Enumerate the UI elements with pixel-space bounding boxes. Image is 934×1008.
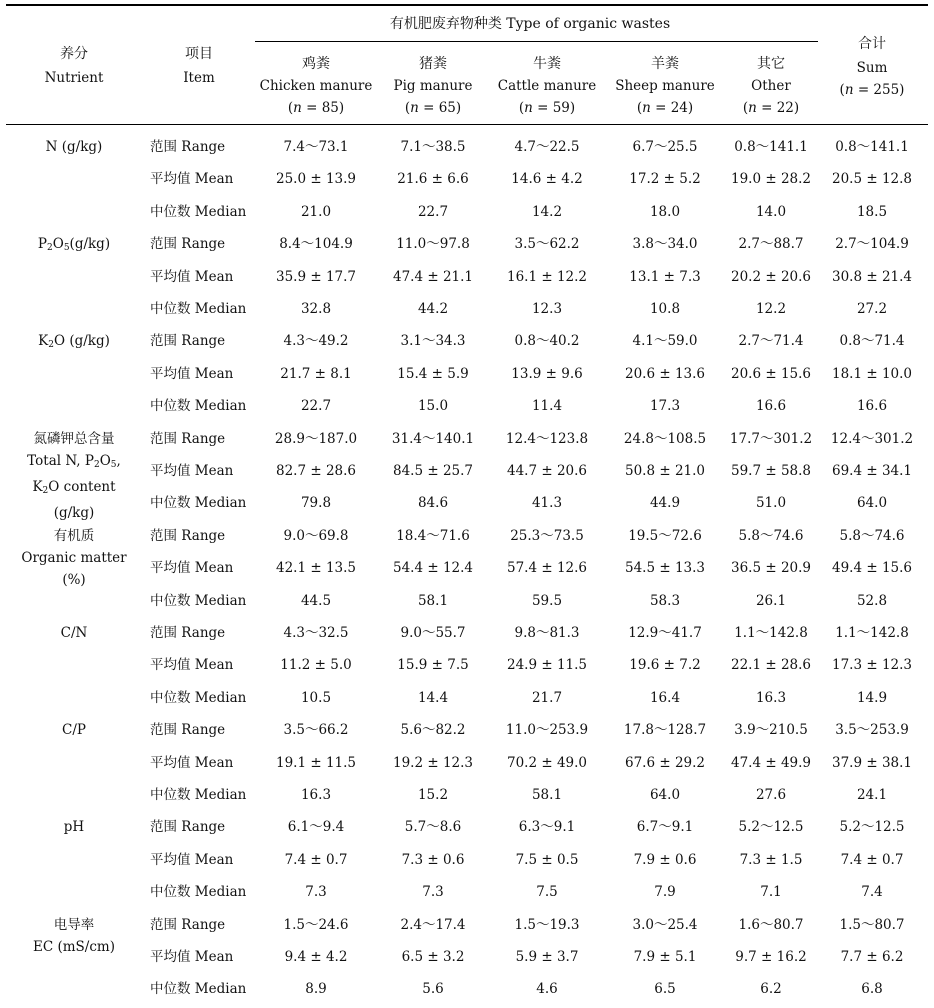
table-cell: 1.5～80.7 (839, 916, 905, 933)
table-cell: 10.5 (300, 689, 332, 706)
table-cell: 26.1 (755, 592, 787, 609)
table-cell: 0.8～141.1 (734, 139, 808, 155)
table-cell: 19.6 ± 7.2 (629, 657, 701, 674)
nutrient-label: 氮磷钾总含量 Total N, $P_2O_5$, $K_2O$ content (g/kg) (27, 430, 121, 521)
table-cell: 0.8～71.4 (839, 333, 905, 350)
table-cell: 22.7 (300, 398, 332, 415)
nutrient-label: pH (63, 819, 85, 836)
table-row (0, 819, 934, 845)
table-cell: 20.6 ± 13.6 (624, 365, 706, 382)
table-cell: 3.5～253.9 (835, 722, 909, 739)
table-cell: 1.1～142.8 (835, 625, 909, 641)
table-cell: 20.6 ± 15.6 (730, 365, 812, 382)
table-cell: 50.8 ± 21.0 (624, 463, 706, 479)
row-item-label: 范围 Range (150, 236, 226, 253)
nutrient-label: C/N (60, 625, 88, 641)
nutrient-label: $P_2O_5(g/kg)$ (37, 236, 111, 254)
table-cell: 47.4 ± 49.9 (730, 754, 812, 771)
table-cell: 3.1～34.3 (400, 333, 466, 350)
column-header-cn: 羊粪 (651, 56, 679, 72)
table-cell: 9.0～55.7 (400, 625, 466, 641)
table-cell: 7.5 ± 0.5 (515, 851, 579, 868)
table-cell: 18.4～71.6 (396, 527, 470, 544)
table-cell: 5.8～74.6 (738, 527, 804, 544)
table-cell: 3.8～34.0 (632, 236, 698, 253)
table-row (0, 171, 934, 197)
table-cell: 15.2 (417, 787, 449, 803)
header-sum-cn: 合计 (858, 36, 886, 52)
row-item-label: 范围 Range (150, 722, 226, 739)
column-header-en: Other (751, 78, 791, 94)
table-cell: 9.0～69.8 (283, 527, 349, 544)
table-cell: 9.8～81.3 (514, 625, 580, 641)
table-cell: 52.8 (856, 592, 888, 609)
table-cell: 54.4 ± 12.4 (392, 560, 474, 577)
table-cell: 7.4 ± 0.7 (840, 851, 904, 868)
row-item-label: 平均值 Mean (150, 754, 234, 771)
row-item-label: 范围 Range (150, 333, 226, 350)
table-cell: 6.7～9.1 (636, 819, 694, 836)
table-cell: 32.8 (300, 301, 332, 317)
table-cell: 47.4 ± 21.1 (392, 268, 474, 285)
table-cell: 6.2 (760, 981, 782, 998)
table-cell: 5.8～74.6 (839, 527, 905, 544)
row-item-label: 平均值 Mean (150, 851, 234, 868)
table-cell: 3.5～66.2 (283, 722, 349, 739)
table-row (0, 755, 934, 781)
table-cell: 4.7～22.5 (514, 139, 580, 155)
table-cell: 42.1 ± 13.5 (275, 560, 357, 577)
row-item-label: 平均值 Mean (150, 560, 234, 577)
table-cell: 19.5～72.6 (628, 527, 702, 544)
table-cell: 7.3 ± 1.5 (739, 851, 803, 868)
table-cell: 35.9 ± 17.7 (275, 268, 357, 285)
table-cell: 24.8～108.5 (623, 430, 707, 447)
table-cell: 17.3 (649, 398, 681, 415)
table-cell: 12.4～123.8 (505, 430, 589, 447)
table-row (0, 917, 934, 943)
table-cell: 5.7～8.6 (404, 819, 462, 836)
nutrient-label: $K_2O$ (g/kg) (38, 333, 110, 351)
table-cell: 15.0 (417, 398, 449, 415)
table-cell: 16.4 (649, 689, 681, 706)
table-cell: 70.2 ± 49.0 (506, 754, 588, 771)
header-sum-n: (n = 255) (839, 82, 905, 98)
row-item-label: 范围 Range (150, 430, 226, 447)
table-cell: 31.4～140.1 (391, 430, 475, 447)
table-cell: 67.6 ± 29.2 (624, 754, 706, 771)
table-cell: 16.1 ± 12.2 (506, 268, 588, 285)
table-cell: 11.0～97.8 (396, 236, 470, 253)
table-cell: 7.3 (422, 884, 444, 901)
column-header-cn: 猪粪 (419, 56, 447, 72)
table-row (0, 625, 934, 651)
table-cell: 14.6 ± 4.2 (511, 171, 583, 188)
column-header-n: (n = 65) (404, 100, 462, 116)
table-cell: 5.6～82.2 (400, 722, 466, 739)
table-cell: 8.4～104.9 (279, 236, 353, 253)
table-row (0, 431, 934, 457)
table-cell: 49.4 ± 15.6 (831, 560, 913, 577)
table-cell: 21.7 ± 8.1 (280, 365, 352, 382)
table-cell: 7.3 ± 0.6 (401, 851, 465, 868)
row-item-label: 平均值 Mean (150, 949, 234, 965)
table-cell: 58.1 (531, 787, 563, 803)
row-item-label: 平均值 Mean (150, 657, 234, 674)
table-row (0, 236, 934, 262)
table-cell: 0.8～40.2 (514, 333, 580, 350)
table-cell: 51.0 (755, 495, 787, 512)
table-cell: 12.2 (755, 301, 787, 317)
row-item-label: 中位数 Median (150, 301, 247, 317)
table-cell: 57.4 ± 12.6 (506, 560, 588, 577)
table-row (0, 528, 934, 554)
table-cell: 4.6 (536, 981, 558, 998)
table-row (0, 981, 934, 1007)
table-cell: 12.3 (531, 301, 563, 317)
row-item-label: 范围 Range (150, 625, 226, 641)
table-cell: 20.5 ± 12.8 (831, 171, 913, 188)
table-cell: 7.4～73.1 (283, 139, 349, 155)
nutrient-label: 电导率 EC (mS/cm) (33, 916, 115, 955)
table-cell: 9.4 ± 4.2 (284, 949, 348, 965)
table-cell: 1.5～24.6 (283, 916, 349, 933)
row-item-label: 平均值 Mean (150, 268, 234, 285)
row-item-label: 中位数 Median (150, 495, 247, 512)
column-header-cn: 鸡粪 (302, 56, 330, 72)
table-cell: 17.8～128.7 (623, 722, 707, 739)
table-row (0, 139, 934, 165)
table-cell: 17.3 ± 12.3 (831, 657, 913, 674)
table-row (0, 884, 934, 910)
table-cell: 18.0 (649, 203, 681, 220)
header-group-title: 有机肥废弃物种类 Type of organic wastes (389, 16, 671, 32)
group-rule (255, 41, 818, 42)
table-cell: 14.2 (531, 203, 563, 220)
row-item-label: 中位数 Median (150, 203, 247, 220)
table-cell: 2.7～104.9 (835, 236, 909, 253)
table-cell: 28.9～187.0 (274, 430, 358, 447)
table-cell: 18.1 ± 10.0 (831, 365, 913, 382)
table-row (0, 852, 934, 878)
column-header-en: Sheep manure (615, 78, 715, 94)
table-cell: 14.0 (755, 203, 787, 220)
column-header-cn: 牛粪 (533, 56, 561, 72)
table-cell: 7.1～38.5 (400, 139, 466, 155)
table-cell: 59.7 ± 58.8 (730, 463, 812, 479)
table-cell: 5.9 ± 3.7 (515, 949, 579, 965)
table-cell: 58.3 (649, 592, 681, 609)
table-row (0, 204, 934, 230)
table-cell: 18.5 (856, 203, 888, 220)
row-item-label: 平均值 Mean (150, 171, 234, 188)
nutrient-label: N (g/kg) (45, 139, 103, 155)
table-cell: 24.9 ± 11.5 (506, 657, 588, 674)
table-cell: 7.4 (861, 884, 883, 901)
table-cell: 1.5～19.3 (514, 916, 580, 933)
column-header-en: Cattle manure (497, 78, 597, 94)
table-cell: 7.7 ± 6.2 (840, 949, 904, 965)
table-cell: 15.4 ± 5.9 (397, 365, 469, 382)
table-cell: 58.1 (417, 592, 449, 609)
table-cell: 4.3～49.2 (283, 333, 349, 350)
nutrient-label: 有机质 Organic matter (%) (21, 527, 127, 588)
table-cell: 6.7～25.5 (632, 139, 698, 155)
table-cell: 11.0～253.9 (505, 722, 589, 739)
table-cell: 44.2 (417, 301, 449, 317)
table-cell: 12.4～301.2 (830, 430, 914, 447)
table-cell: 24.1 (856, 787, 888, 803)
table-cell: 7.9 ± 5.1 (633, 949, 697, 965)
table-cell: 12.9～41.7 (628, 625, 702, 641)
table-cell: 16.6 (856, 398, 888, 415)
table-cell: 11.4 (531, 398, 563, 415)
table-row (0, 269, 934, 295)
table-cell: 4.3～32.5 (283, 625, 349, 641)
table-cell: 16.3 (755, 689, 787, 706)
table-cell: 19.2 ± 12.3 (392, 754, 474, 771)
table-row (0, 949, 934, 975)
table-row (0, 301, 934, 327)
table-row (0, 333, 934, 359)
table-cell: 22.1 ± 28.6 (730, 657, 812, 674)
table-cell: 69.4 ± 34.1 (831, 463, 913, 479)
table-cell: 3.0～25.4 (632, 916, 698, 933)
row-item-label: 范围 Range (150, 139, 226, 155)
table-cell: 59.5 (531, 592, 563, 609)
column-header-en: Pig manure (393, 78, 473, 94)
table-cell: 79.8 (300, 495, 332, 512)
table-row (0, 398, 934, 424)
table-cell: 44.5 (300, 592, 332, 609)
table-cell: 2.7～88.7 (738, 236, 804, 253)
row-item-label: 中位数 Median (150, 398, 247, 415)
row-item-label: 中位数 Median (150, 689, 247, 706)
table-cell: 3.5～62.2 (514, 236, 580, 253)
table-cell: 6.3～9.1 (518, 819, 576, 836)
header-nutrient-cn: 养分 (60, 46, 88, 62)
table-cell: 4.1～59.0 (632, 333, 698, 350)
row-item-label: 中位数 Median (150, 592, 247, 609)
table-cell: 21.6 ± 6.6 (397, 171, 469, 188)
table-cell: 17.7～301.2 (729, 430, 813, 447)
table-cell: 7.5 (536, 884, 558, 901)
table-cell: 17.2 ± 5.2 (629, 171, 701, 188)
column-header-en: Chicken manure (259, 78, 373, 94)
table-cell: 7.9 (654, 884, 676, 901)
table-cell: 6.5 (654, 981, 676, 998)
table-cell: 6.8 (861, 981, 883, 998)
table-cell: 21.7 (531, 689, 563, 706)
table-cell: 82.7 ± 28.6 (275, 463, 357, 479)
table-cell: 6.5 ± 3.2 (401, 949, 465, 965)
table-cell: 25.0 ± 13.9 (275, 171, 357, 188)
header-rule (6, 124, 928, 125)
column-header-n: (n = 59) (518, 100, 576, 116)
table-cell: 44.7 ± 20.6 (506, 463, 588, 479)
table-cell: 64.0 (649, 787, 681, 803)
table-row (0, 593, 934, 619)
table-cell: 64.0 (856, 495, 888, 512)
table-cell: 25.3～73.5 (510, 527, 584, 544)
table-cell: 36.5 ± 20.9 (730, 560, 812, 577)
table-cell: 14.9 (856, 689, 888, 706)
table-cell: 1.1～142.8 (734, 625, 808, 641)
column-header-n: (n = 24) (636, 100, 694, 116)
row-item-label: 范围 Range (150, 916, 226, 933)
table-cell: 10.8 (649, 301, 681, 317)
table-cell: 13.9 ± 9.6 (511, 365, 583, 382)
table-row (0, 463, 934, 489)
table-cell: 2.4～17.4 (400, 916, 466, 933)
table-cell: 3.9～210.5 (734, 722, 808, 739)
table-cell: 15.9 ± 7.5 (397, 657, 469, 674)
table-cell: 7.3 (305, 884, 327, 901)
table-cell: 13.1 ± 7.3 (629, 268, 701, 285)
row-item-label: 中位数 Median (150, 884, 247, 901)
table-row (0, 690, 934, 716)
table-cell: 19.1 ± 11.5 (275, 754, 357, 771)
table-cell: 8.9 (305, 981, 327, 998)
table-row (0, 560, 934, 586)
table-cell: 16.6 (755, 398, 787, 415)
table-cell: 7.1 (760, 884, 782, 901)
table-cell: 5.2～12.5 (839, 819, 905, 836)
header-item-en: Item (183, 70, 215, 86)
table-cell: 5.6 (422, 981, 444, 998)
table-cell: 37.9 ± 38.1 (831, 754, 913, 771)
table-cell: 21.0 (300, 203, 332, 220)
table-cell: 7.4 ± 0.7 (284, 851, 348, 868)
table-row (0, 495, 934, 521)
table-cell: 27.6 (755, 787, 787, 803)
table-cell: 7.9 ± 0.6 (633, 851, 697, 868)
table-row (0, 722, 934, 748)
row-item-label: 平均值 Mean (150, 463, 234, 479)
table-row (0, 366, 934, 392)
row-item-label: 平均值 Mean (150, 365, 234, 382)
table-cell: 16.3 (300, 787, 332, 803)
row-item-label: 范围 Range (150, 819, 226, 836)
column-header-cn: 其它 (757, 56, 785, 72)
header-item-cn: 项目 (185, 46, 213, 62)
table-cell: 0.8～141.1 (835, 139, 909, 155)
header-sum-en: Sum (856, 60, 888, 76)
table-cell: 54.5 ± 13.3 (624, 560, 706, 577)
table-row (0, 787, 934, 813)
table-cell: 27.2 (856, 301, 888, 317)
table-cell: 5.2～12.5 (738, 819, 804, 836)
table-cell: 84.6 (417, 495, 449, 512)
table-row (0, 657, 934, 683)
table-cell: 6.1～9.4 (287, 819, 345, 836)
table-cell: 22.7 (417, 203, 449, 220)
table-cell: 19.0 ± 28.2 (730, 171, 812, 188)
table-cell: 9.7 ± 16.2 (735, 949, 807, 965)
table-cell: 14.4 (417, 689, 449, 706)
table-cell: 30.8 ± 21.4 (831, 268, 913, 285)
row-item-label: 范围 Range (150, 527, 226, 544)
table-cell: 20.2 ± 20.6 (730, 268, 812, 285)
table-cell: 2.7～71.4 (738, 333, 804, 350)
table-cell: 84.5 ± 25.7 (392, 463, 474, 479)
column-header-n: (n = 85) (287, 100, 345, 116)
top-rule (6, 4, 928, 6)
row-item-label: 中位数 Median (150, 981, 247, 998)
row-item-label: 中位数 Median (150, 787, 247, 803)
nutrient-label: C/P (62, 722, 86, 739)
header-nutrient-en: Nutrient (44, 70, 104, 86)
table-cell: 1.6～80.7 (738, 916, 804, 933)
table-cell: 44.9 (649, 495, 681, 512)
table-cell: 11.2 ± 5.0 (280, 657, 352, 674)
table-cell: 41.3 (531, 495, 563, 512)
column-header-n: (n = 22) (742, 100, 800, 116)
